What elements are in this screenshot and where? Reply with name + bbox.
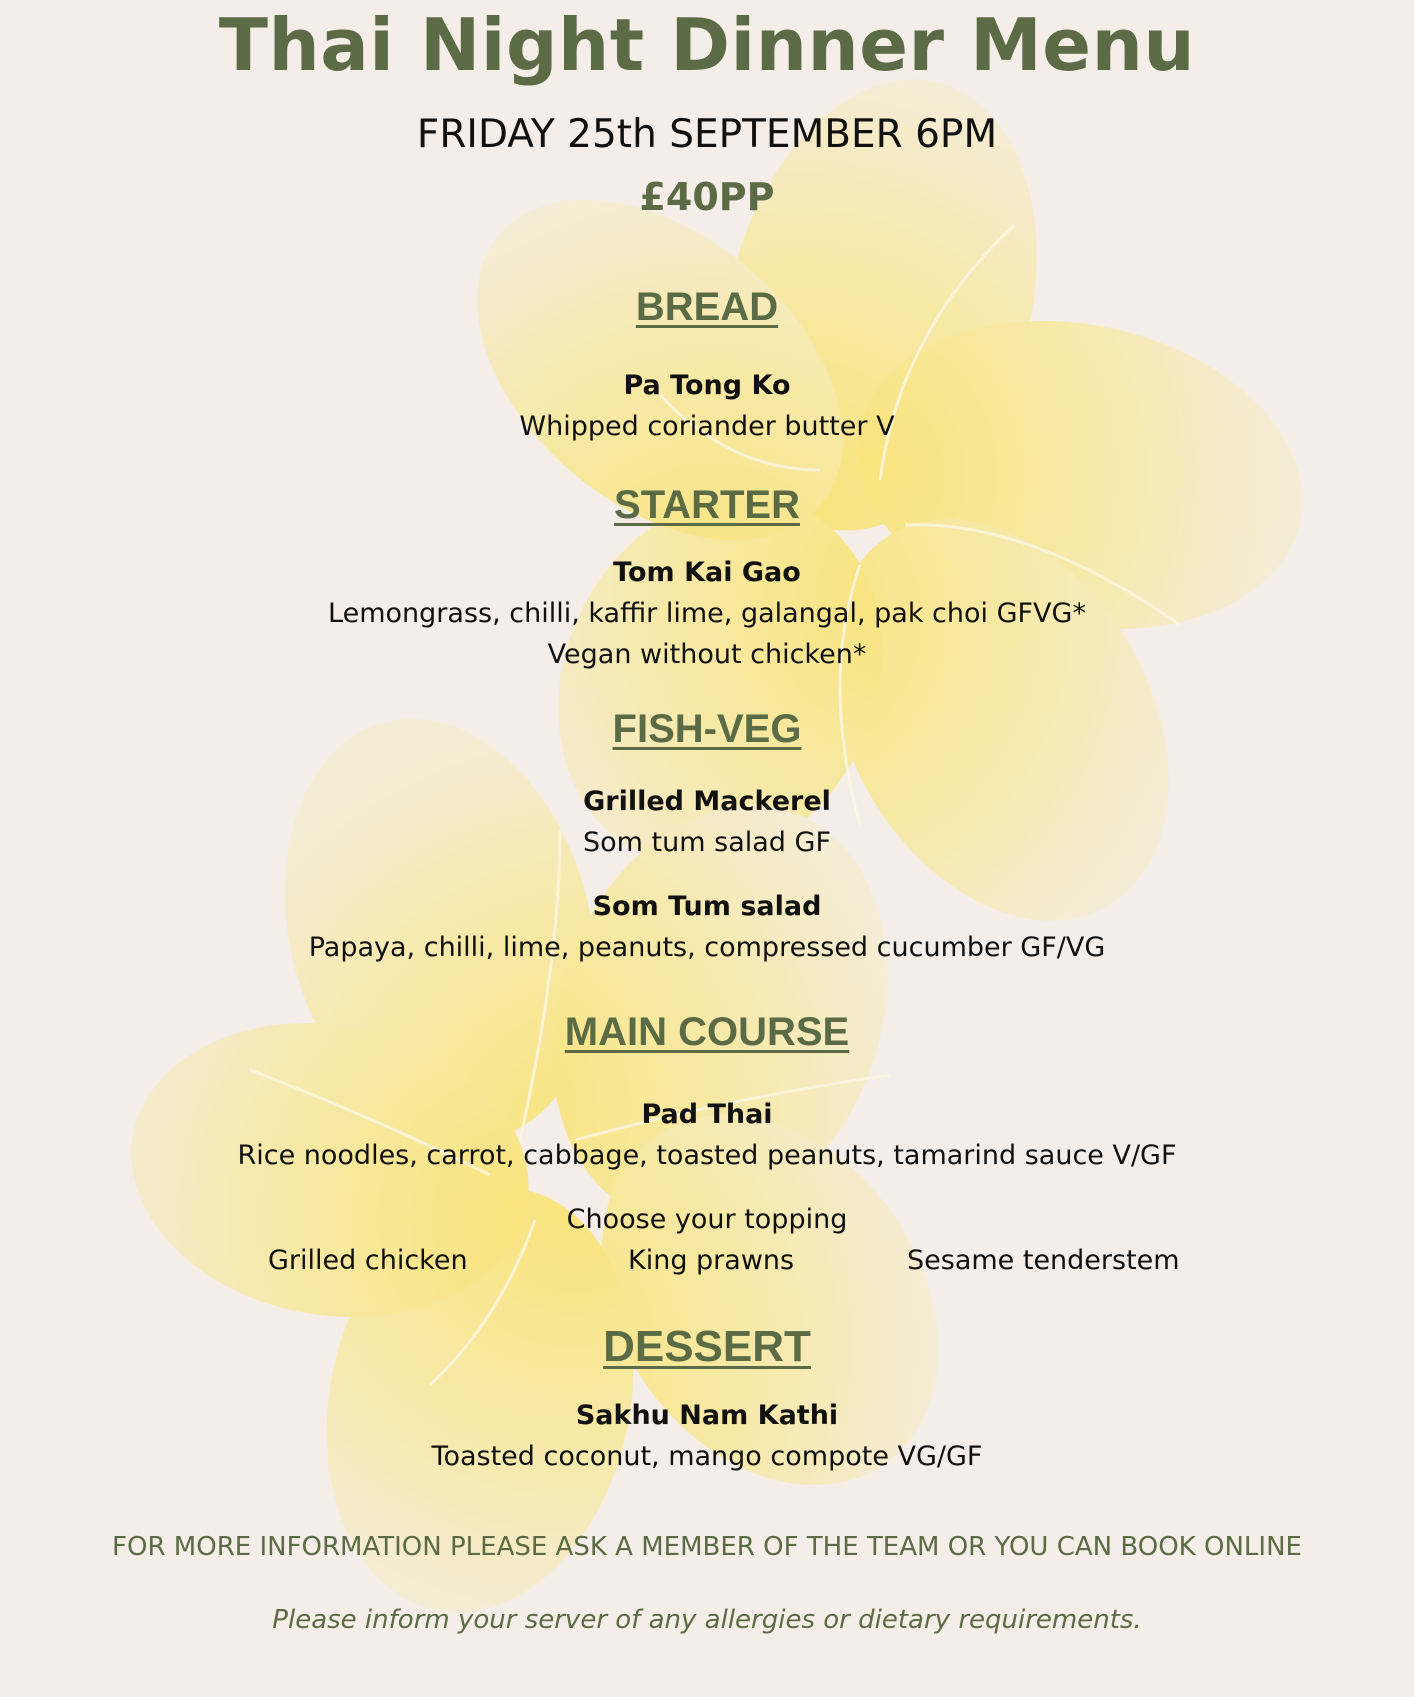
event-date-time: FRIDAY 25th SEPTEMBER 6PM: [416, 112, 998, 157]
dish-description: Lemongrass, chilli, kaffir lime, galangal, pak choi GFVG*: [328, 598, 1086, 629]
dish-note: Vegan without chicken*: [547, 639, 867, 670]
dish-name: Pad Thai: [641, 1099, 773, 1130]
topping-option: King prawns: [628, 1245, 795, 1276]
allergy-notice: Please inform your server of any allergies or dietary requirements.: [272, 1605, 1142, 1635]
topping-prompt: Choose your topping: [566, 1204, 848, 1235]
section-heading-starter: STARTER: [614, 483, 800, 527]
topping-option: Sesame tenderstem: [907, 1245, 1180, 1276]
dish-description: Whipped coriander butter V: [519, 411, 895, 442]
section-heading-main-course: MAIN COURSE: [564, 1010, 850, 1054]
menu-title: Thai Night Dinner Menu: [218, 3, 1196, 87]
dish-description: Rice noodles, carrot, cabbage, toasted peanuts, tamarind sauce V/GF: [237, 1140, 1177, 1171]
dish-name: Grilled Mackerel: [583, 786, 831, 817]
dish-name: Som Tum salad: [592, 891, 822, 922]
dish-name: Pa Tong Ko: [623, 370, 791, 401]
section-heading-bread: BREAD: [635, 285, 779, 329]
dish-description: Toasted coconut, mango compote VG/GF: [431, 1441, 983, 1472]
topping-option: Grilled chicken: [268, 1245, 468, 1276]
dish-description: Papaya, chilli, lime, peanuts, compressed cucumber GF/VG: [308, 932, 1106, 963]
booking-info: FOR MORE INFORMATION PLEASE ASK A MEMBER OF THE TEAM OR YOU CAN BOOK ONLINE: [112, 1532, 1302, 1562]
dish-name: Sakhu Nam Kathi: [575, 1400, 839, 1431]
dish-name: Tom Kai Gao: [613, 557, 801, 588]
price-per-person: £40PP: [639, 175, 775, 219]
section-heading-fish-veg: FISH-VEG: [612, 707, 802, 751]
section-heading-dessert: DESSERT: [603, 1322, 811, 1371]
dish-description: Som tum salad GF: [583, 827, 831, 858]
